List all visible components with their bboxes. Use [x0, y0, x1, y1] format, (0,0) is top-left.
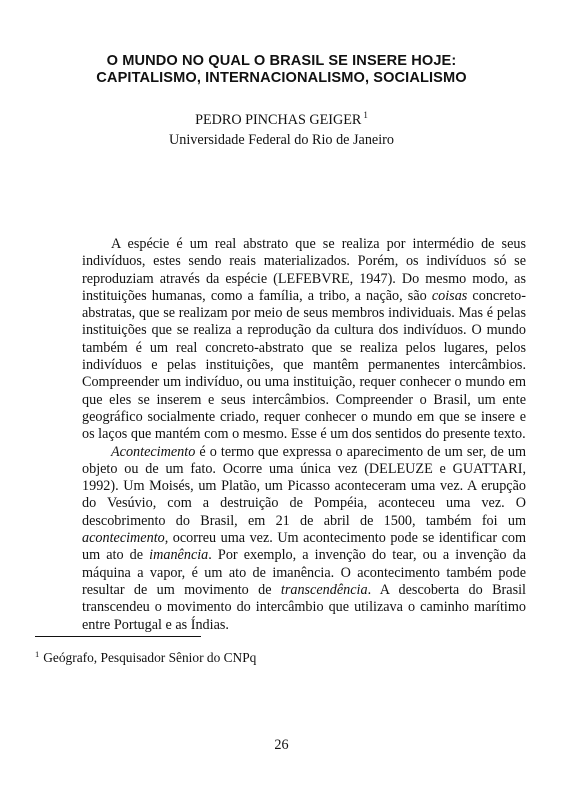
- page-number: 26: [274, 737, 289, 753]
- emphasis-imanencia: imanência: [149, 547, 209, 564]
- emphasis-acontecimento: Acontecimento: [111, 443, 196, 460]
- author-line: [0, 112, 563, 129]
- footnote-text: Geógrafo, Pesquisador Sênior do CNPq: [43, 650, 257, 665]
- article-title: [40, 53, 523, 87]
- article-body: [82, 236, 526, 634]
- footnote: [35, 650, 256, 666]
- emphasis-acontecimento-2: acontecimento: [82, 530, 165, 547]
- paragraph-2: Acontecimento é o termo que expressa o aparecimento de um ser, de um objeto ou de um fato. Ocorre uma única vez (DELEUZE e GUATTARI, 1992). Um Moisés, um Platão, um Picasso aconteceram uma vez. A erupção do Vesúvio, com a destruição de Pompéia, aconteceu uma vez. O descobrimento do Brasil, em 21 de abril de 1500, também foi um acontecimento, ocorreu uma vez. Um acontecimento pode se identificar com um ato de imanência. Por exemplo, a invenção do tear, ou a invenção da máquina a vapor, é um ato de imanência. O acontecimento também pode resultar de um movimento de transcendência. A descoberta do Brasil transcendeu o movimento do intercâmbio que utilizava o caminho marítimo entre Portugal e as Índias.: [82, 443, 526, 633]
- footnote-divider: [35, 636, 201, 637]
- title-line-1: O MUNDO NO QUAL O BRASIL SE INSERE HOJE:: [106, 53, 457, 69]
- emphasis-transcendencia: transcendência: [280, 581, 368, 598]
- paragraph-1: A espécie é um real abstrato que se realiza por intermédio de seus indivíduos, estes sendo reais materializados. Porém, os indivíduos só se reproduziam através da espécie (LEFEBVRE, 1947). Do mesmo modo, as instituições humanas, como a família, a tribo, a nação, são coisas concreto-abstratas, que se realizam por meio de seus membros individuais. Mas é pelas instituições que se realiza a reprodução da cultura dos indivíduos. O mundo também é um real concreto-abstrato que se realiza pelos lugares, pelos indivíduos e pelas instituições, que mantêm permanentes intercâmbios. Compreender um indivíduo, ou uma instituição, requer conhecer o mundo em que eles se inserem e seus intercâmbios. Compreender o Brasil, um ente geográfico socialmente criado, requer conhecer o mundo em que se insere e os laços que mantém com o mesmo. Esse é um dos sentidos do presente texto.: [82, 236, 526, 443]
- author-footnote-mark: 1: [363, 110, 368, 120]
- title-line-2: CAPITALISMO, INTERNACIONALISMO, SOCIALISMO: [96, 70, 467, 86]
- emphasis-coisas: coisas: [431, 287, 468, 304]
- author-affiliation: Universidade Federal do Rio de Janeiro: [169, 132, 394, 148]
- author-name: PEDRO PINCHAS GEIGER: [195, 112, 362, 128]
- footnote-mark: 1: [35, 649, 40, 659]
